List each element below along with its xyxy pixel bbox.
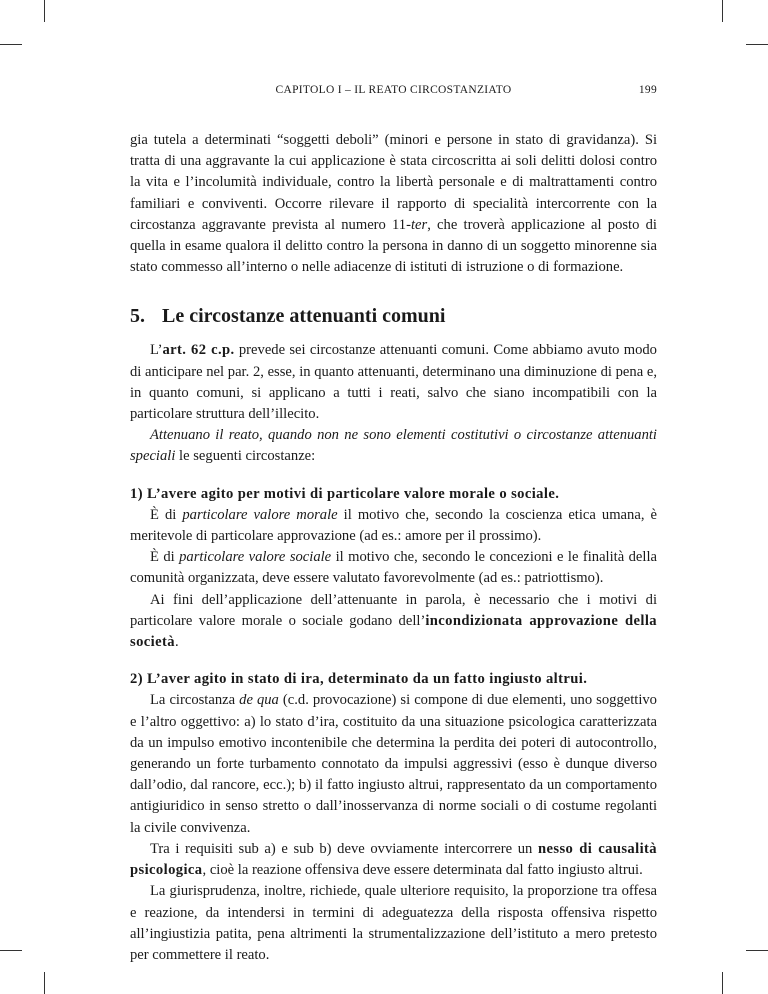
crop-mark bbox=[746, 44, 768, 45]
section-heading bbox=[130, 304, 657, 328]
running-header bbox=[130, 84, 657, 100]
item-1-paragraph: Ai fini dell’applicazione dell’attenuante in parola, è necessario che i motivi di particolare valore morale o sociale godano dell’incondizionata approvazione della società. bbox=[130, 591, 658, 651]
item-1-paragraph: È di particolare valore sociale il motivo che, secondo le concezioni e le finalità della comunità organizzata, deve essere valutato favorevolmente (ad es.: patriottismo). bbox=[130, 549, 657, 587]
crop-mark bbox=[0, 950, 22, 951]
crop-mark bbox=[44, 972, 45, 994]
section-paragraph: Attenuano il reato, quando non ne sono elementi costitutivi o circostanze attenuanti speciali le seguenti circostanze: bbox=[130, 427, 657, 465]
section-paragraph: L’art. 62 c.p. prevede sei circostanze attenuanti comuni. Come abbiamo avuto modo di anticipare nel par. 2, esse, in quanto attenuanti, determinano una diminuzione di pena e, in quanto comuni, si applicano a tutti i reati, salvo che siano incompatibili con la particolare struttura dell’illecito. bbox=[130, 342, 657, 423]
crop-mark bbox=[0, 44, 22, 45]
section-title: Le circostanze attenuanti comuni bbox=[162, 305, 446, 328]
item-2-paragraph: Tra i requisiti sub a) e sub b) deve ovviamente intercorrere un nesso di causalità psicologica, cioè la reazione offensiva deve essere determinata dal fatto ingiusto altrui. bbox=[130, 840, 657, 879]
crop-mark bbox=[722, 0, 723, 22]
crop-mark bbox=[746, 950, 768, 951]
page-body bbox=[130, 130, 657, 966]
item-2-paragraph: La giurisprudenza, inoltre, richiede, quale ulteriore requisito, la proporzione tra offesa e reazione, da intendersi in termini di adeguatezza della risposta offensiva rispetto all’ingiustizia patita, pena altrimenti la strumentalizzazione dell’istituto a mero pretesto per commettere il reato. bbox=[130, 883, 657, 963]
crop-mark bbox=[722, 972, 723, 994]
chapter-title: CAPITOLO I – IL REATO CIRCOSTANZIATO bbox=[275, 84, 512, 96]
item-1-heading: 1) L’avere agito per motivi di particolare valore morale o sociale. bbox=[130, 485, 560, 502]
page-number: 199 bbox=[638, 84, 657, 96]
item-2-heading: 2) L’aver agito in stato di ira, determinato da un fatto ingiusto altrui. bbox=[130, 671, 588, 688]
item-1-paragraph: È di particolare valore morale il motivo che, secondo la coscienza etica umana, è meritevole di particolare approvazione (ad es.: amore per il prossimo). bbox=[130, 506, 657, 545]
intro-paragraph: gia tutela a determinati “soggetti deboli” (minori e persone in stato di gravidanza). Si tratta di una aggravante la cui applicazione è stata circoscritta ai soli delitti dolosi contro la vita e l’incolumità individuale, contro la libertà personale e di maltrattamenti contro familiari e conviventi. Occorre rilevare il rapporto di specialità intercorrente con la circostanza aggravante prevista al numero 11-ter, che troverà applicazione al posto di quella in esame qualora il delitto contro la persona in danno di un soggetto minorenne sia stato commesso all’interno o nelle adiacenze di istituti di istruzione o di formazione. bbox=[130, 132, 657, 276]
crop-mark bbox=[44, 0, 45, 22]
item-2-paragraph: La circostanza de qua (c.d. provocazione) si compone di due elementi, uno soggettivo e l’altro oggettivo: a) lo stato d’ira, costituito da una situazione psicologica caratterizzata da un impulso emotivo incontenibile che determina la perdita dei poteri di autocontrollo, generando un forte turbamento connotato da impulsi aggressivi (esso è dunque diverso dall’odio, dal rancore, ecc.); b) il fatto ingiusto altrui, rappresentato da un comportamento antigiuridico in senso stretto o dall’inosservanza di norme sociali o di costume regolanti la civile convivenza. bbox=[130, 692, 657, 836]
section-number: 5. bbox=[130, 305, 145, 328]
article-reference: art. 62 c.p. bbox=[162, 342, 235, 359]
